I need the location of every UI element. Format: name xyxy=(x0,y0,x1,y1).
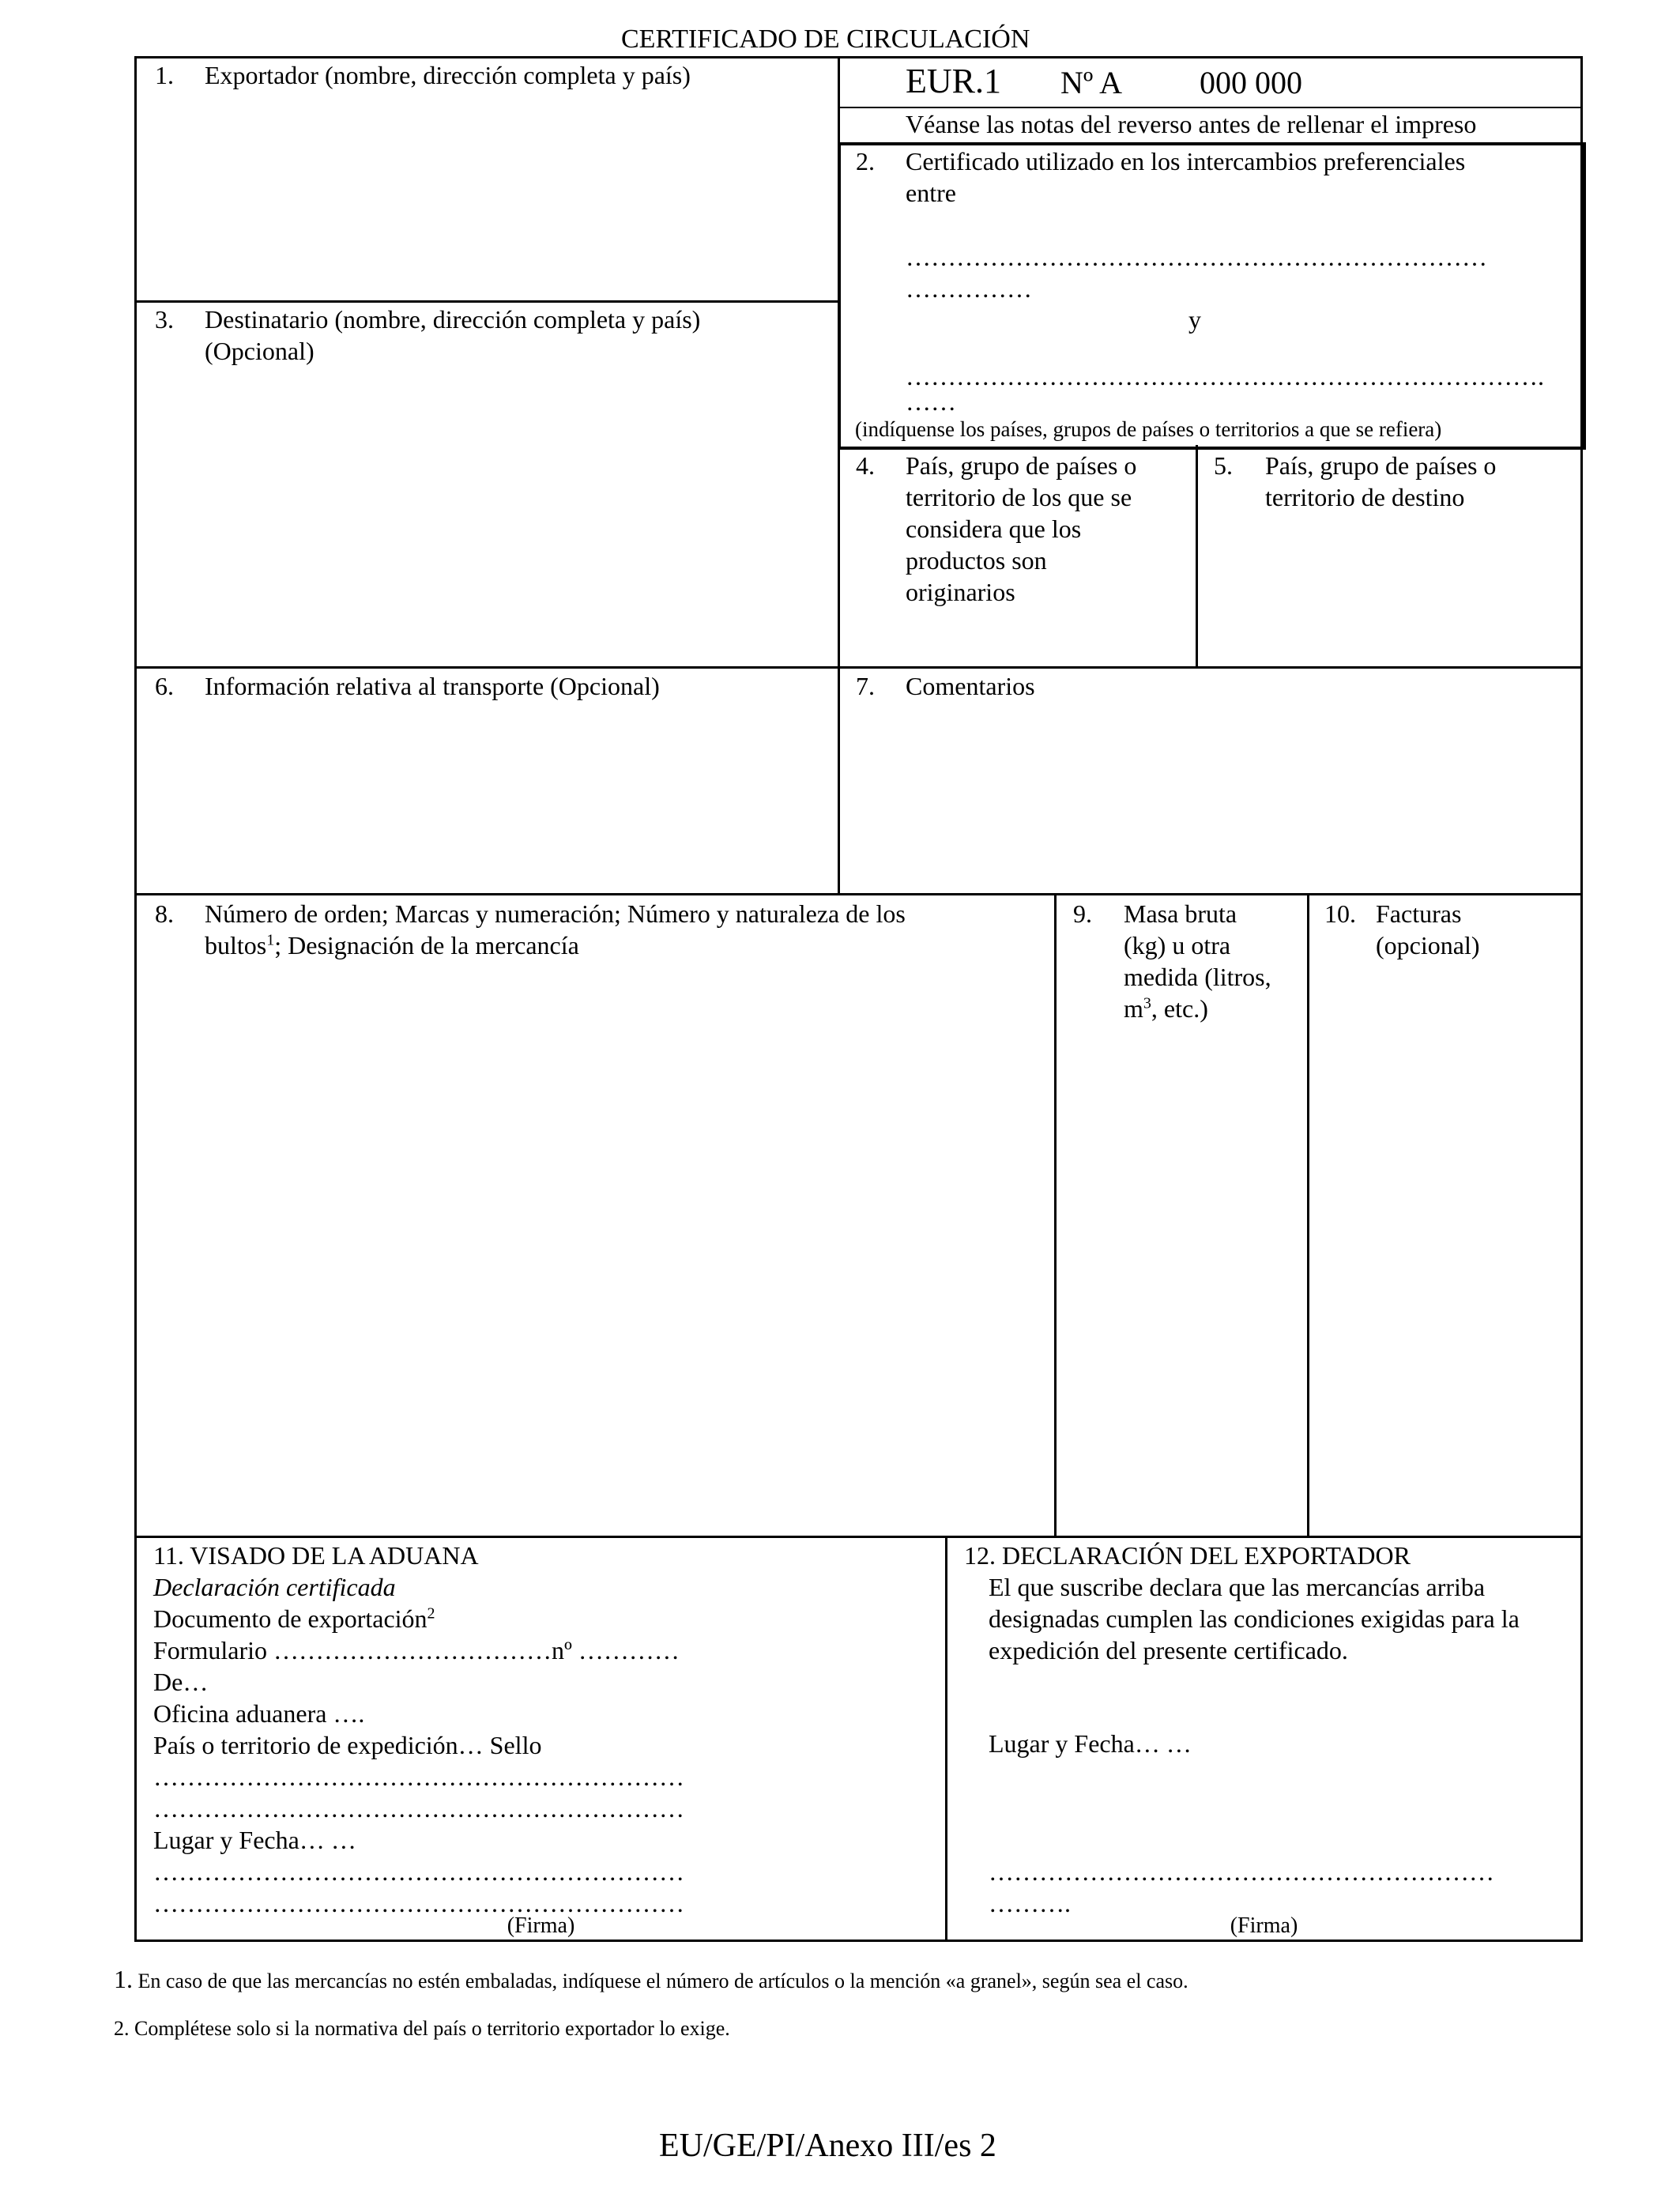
box2-country2-dots: …………………………………………………………………. xyxy=(906,362,1544,390)
form-code: EUR.1 xyxy=(906,62,1001,100)
divider-box11-box12 xyxy=(945,1536,947,1942)
box3-label-line2: (Opcional) xyxy=(205,337,315,365)
box3-number: 3. xyxy=(155,305,174,334)
box11-dotted-line: ……………………………………………………… xyxy=(153,1889,684,1917)
box12-declaration xyxy=(989,1571,1520,1666)
document-reference: EU/GE/PI/Anexo III/es 2 xyxy=(659,2128,996,2164)
box3-label xyxy=(205,303,700,367)
box12-dotted-line: …………………………………………………… xyxy=(989,1857,1494,1886)
box11-signature-label: (Firma) xyxy=(507,1913,575,1938)
form-number-label: Nº A xyxy=(1060,65,1122,100)
box2-label xyxy=(906,145,1465,209)
form-number: 000 000 xyxy=(1200,65,1302,100)
box11-dotted-line: ……………………………………………………… xyxy=(153,1762,684,1791)
divider-row-transport xyxy=(134,666,1583,669)
box5-number: 5. xyxy=(1214,451,1233,480)
box11-export-doc-text: Documento de exportación xyxy=(153,1604,428,1633)
box1-label: Exportador (nombre, dirección completa y país) xyxy=(205,61,691,89)
box11-subtitle: Declaración certificada xyxy=(153,1573,396,1601)
box11-form-line: Formulario ……………………………nº ………… xyxy=(153,1636,680,1664)
box9-number: 9. xyxy=(1073,899,1092,928)
box2-note: (indíquense los países, grupos de países o territorios a que se refiera) xyxy=(855,417,1442,441)
box7-label: Comentarios xyxy=(906,672,1035,700)
box4-label-line: productos son xyxy=(906,546,1047,575)
footnote-1-number: 1. xyxy=(114,1965,133,1993)
box11-place-date: Lugar y Fecha… … xyxy=(153,1826,356,1854)
divider-box9-box10 xyxy=(1307,893,1309,1538)
box11-dotted-line: ……………………………………………………… xyxy=(153,1794,684,1823)
box5-label-line: País, grupo de países o xyxy=(1265,451,1497,480)
box3-label-line1: Destinatario (nombre, dirección completa y país) xyxy=(205,305,701,334)
footnote-ref-1: 1 xyxy=(266,931,275,949)
superscript: 3 xyxy=(1143,994,1151,1012)
box11-title: 11. VISADO DE LA ADUANA xyxy=(153,1541,479,1570)
box2-country1-dots-cont: …………… xyxy=(906,274,1032,303)
box12-place-date: Lugar y Fecha… … xyxy=(989,1729,1192,1758)
box10-label-line: (opcional) xyxy=(1376,931,1480,959)
box4-label-line: País, grupo de países o xyxy=(906,451,1137,480)
box2-conjunction: y xyxy=(1188,305,1201,334)
box8-number: 8. xyxy=(155,899,174,928)
box8-label-text: bultos xyxy=(205,931,267,959)
footnote-1-text: En caso de que las mercancías no estén embaladas, indíquese el número de artículos o la mención «a granel», según sea el caso. xyxy=(133,1970,1188,1992)
box4-label-line: originarios xyxy=(906,578,1015,606)
box8-label-line1: Número de orden; Marcas y numeración; Número y naturaleza de los xyxy=(205,899,906,928)
box4-label xyxy=(906,450,1136,608)
box2-label-line1: Certificado utilizado en los intercambios preferenciales xyxy=(906,147,1466,175)
box11-content xyxy=(153,1540,684,1919)
divider-row-customs xyxy=(134,1536,1583,1538)
box7-number: 7. xyxy=(856,672,875,700)
footnote-1 xyxy=(114,1966,1188,1994)
box9-label-text: m xyxy=(1124,994,1143,1023)
frame-bottom xyxy=(134,1940,1583,1942)
form-instructions: Véanse las notas del reverso antes de rellenar el impreso xyxy=(906,110,1477,138)
box2-country2-dots-cont: …… xyxy=(906,387,956,416)
box4-label-line: territorio de los que se xyxy=(906,483,1132,511)
box12-declaration-line: designadas cumplen las condiciones exigidas para la xyxy=(989,1604,1520,1633)
divider-box8-box9 xyxy=(1054,893,1057,1538)
box12-title: 12. DECLARACIÓN DEL EXPORTADOR xyxy=(964,1541,1411,1570)
box6-label: Información relativa al transporte (Opcional) xyxy=(205,672,660,700)
divider-row-goods xyxy=(134,893,1583,895)
box11-from-line: De… xyxy=(153,1668,209,1696)
box2-label-line2: entre xyxy=(906,179,956,207)
box11-office-line: Oficina aduanera …. xyxy=(153,1699,365,1728)
box12-dotted-line: ………. xyxy=(989,1889,1071,1917)
box12-declaration-line: El que suscribe declara que las mercancías arriba xyxy=(989,1573,1486,1601)
box8-label xyxy=(205,898,906,961)
footnote-2: 2. Complétese solo si la normativa del país o territorio exportador lo exige. xyxy=(114,2017,730,2040)
box9-label xyxy=(1124,898,1271,1024)
box4-label-line: considera que los xyxy=(906,515,1082,543)
box12-declaration-line: expedición del presente certificado. xyxy=(989,1636,1348,1664)
box5-label xyxy=(1265,450,1496,513)
page-title: CERTIFICADO DE CIRCULACIÓN xyxy=(621,25,1030,54)
divider-box4-box5 xyxy=(1196,445,1198,669)
box9-label-line: medida (litros, xyxy=(1124,963,1271,991)
box10-label xyxy=(1376,898,1480,961)
box12-signature-label: (Firma) xyxy=(1230,1913,1298,1938)
box11-country-line: País o territorio de expedición… Sello xyxy=(153,1731,542,1759)
box9-label-line: (kg) u otra xyxy=(1124,931,1231,959)
box4-number: 4. xyxy=(856,451,875,480)
box8-label-text: ; Designación de la mercancía xyxy=(274,931,579,959)
box8-label-line2 xyxy=(205,929,906,961)
box10-label-line: Facturas xyxy=(1376,899,1462,928)
footnote-ref-2: 2 xyxy=(427,1604,435,1623)
frame-left xyxy=(134,56,137,1942)
divider-box1-box3 xyxy=(134,300,838,303)
box2-number: 2. xyxy=(856,147,875,175)
box5-label-line: territorio de destino xyxy=(1265,483,1465,511)
box1-number: 1. xyxy=(155,61,174,89)
box10-number: 10. xyxy=(1324,899,1356,928)
box6-number: 6. xyxy=(155,672,174,700)
box2-country1-dots: …………………………………………………………… xyxy=(906,243,1487,271)
box11-export-doc xyxy=(153,1603,684,1634)
frame-top xyxy=(134,56,1583,58)
box9-label-line: Masa bruta xyxy=(1124,899,1237,928)
box9-label-line xyxy=(1124,993,1271,1024)
box9-label-text: , etc.) xyxy=(1151,994,1208,1023)
box11-dotted-line: ……………………………………………………… xyxy=(153,1857,684,1886)
